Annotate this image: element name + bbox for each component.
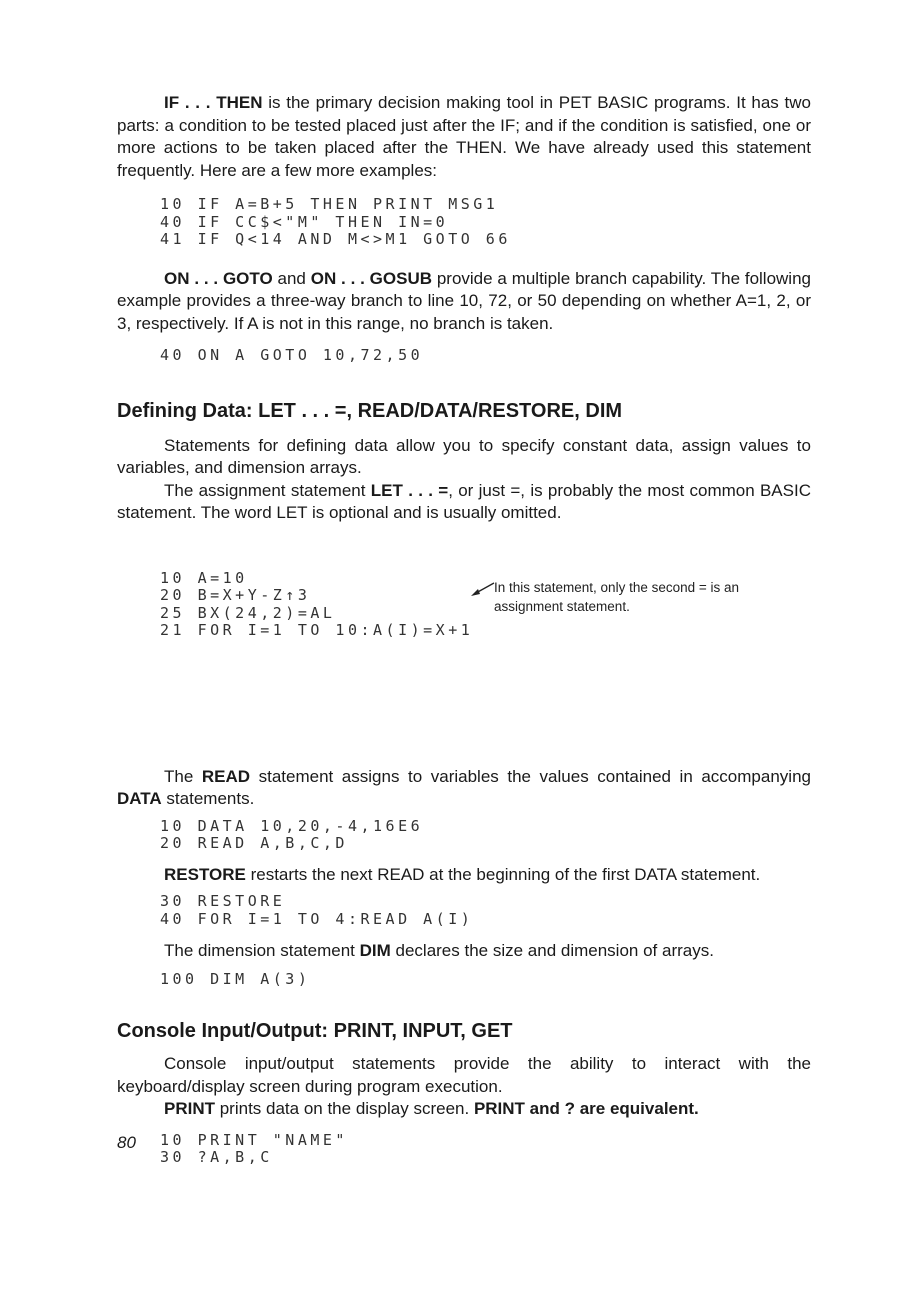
code-block — [160, 1132, 811, 1167]
keyword: DIM — [359, 941, 391, 960]
page-body — [117, 92, 811, 1167]
code-line: 40 ON A GOTO 10,72,50 — [160, 346, 424, 364]
keyword: PRINT and ? are equivalent. — [473, 1099, 699, 1118]
code-line: 10 PRINT "NAME" — [160, 1130, 348, 1149]
section-heading: Console Input/Output: PRINT, INPUT, GET — [117, 1020, 513, 1042]
paragraph-restore — [117, 864, 811, 887]
paragraph-dim — [117, 940, 811, 963]
keyword: DATA — [117, 789, 162, 808]
code-block — [160, 196, 811, 249]
keyword: LET . . . = — [370, 480, 449, 500]
code-block — [160, 818, 811, 853]
keyword: ON . . . GOTO — [164, 268, 273, 288]
text: , or just =, is probably the most common BASIC statement. The word LET is optional and is usually omitted. — [117, 480, 811, 522]
keyword: RESTORE — [164, 864, 246, 884]
text: Console input/output statements provide the ability to interact with the keyboard/display screen during program execution. — [117, 1054, 811, 1096]
paragraph-read — [117, 766, 811, 811]
code-line: 20 B=X+Y-Z↑3 — [160, 586, 311, 604]
paragraph-on-goto — [117, 268, 811, 336]
code-line: 40 IF CC$<"M" THEN IN=0 — [160, 212, 449, 231]
note-line: In this statement, only the second = is an — [494, 579, 740, 595]
text: restarts the next READ at the beginning of the first DATA statement. — [245, 864, 761, 884]
text: provide a multiple branch capability. The following example provides a three-way branch to line 10, 72, or 50 depending on whether A=1, 2, or 3, respectively. If A is not in this range, no branch is taken. — [117, 268, 811, 333]
keyword: IF . . . THEN — [164, 93, 263, 112]
text: is the primary decision making tool in PET BASIC programs. It has two parts: a condition to be tested placed just after the IF; and if the condition is satisfied, one or more actions to be taken placed after the THEN. We have already used this statement frequently. Here are a few more examples: — [117, 93, 811, 180]
code-line: 10 A=10 — [160, 568, 248, 587]
keyword: ON . . . GOSUB — [310, 268, 433, 288]
code-line: 41 IF Q<14 AND M<>M1 GOTO 66 — [160, 230, 511, 248]
paragraph-print — [117, 1098, 811, 1121]
code-line: 30 ?A,B,C — [160, 1148, 273, 1166]
text: The dimension statement — [164, 941, 360, 960]
annotation-note — [494, 578, 739, 616]
paragraph-if-then — [117, 92, 811, 182]
code-block — [160, 347, 811, 365]
code-line: 20 READ A,B,C,D — [160, 834, 348, 852]
text: statement assigns to variables the values contained in accompanying — [250, 766, 811, 786]
text: The — [164, 766, 202, 786]
paragraph — [117, 1053, 811, 1098]
code-line: 100 DIM A(3) — [160, 969, 311, 988]
code-block — [160, 893, 811, 928]
text: prints data on the display screen. — [215, 1099, 474, 1118]
text: and — [272, 268, 311, 288]
page-number: 80 — [117, 1133, 136, 1152]
code-block — [160, 971, 811, 989]
text: statements. — [161, 789, 255, 808]
code-line: 10 IF A=B+5 THEN PRINT MSG1 — [160, 195, 499, 213]
annotation-arrow-icon — [470, 581, 496, 597]
text: Statements for defining data allow you to specify constant data, assign values to variables, and dimension arrays. — [117, 435, 811, 477]
paragraph — [117, 435, 811, 480]
note-line: assignment statement. — [494, 598, 630, 614]
code-line: 10 DATA 10,20,-4,16E6 — [160, 816, 424, 835]
code-line: 30 RESTORE — [160, 892, 286, 910]
code-line: 25 BX(24,2)=AL — [160, 603, 336, 622]
code-line: 40 FOR I=1 TO 4:READ A(I) — [160, 909, 474, 928]
code-block — [160, 535, 811, 710]
keyword: PRINT — [164, 1099, 215, 1118]
code-line: 21 FOR I=1 TO 10:A(I)=X+1 — [160, 621, 474, 639]
text: The assignment statement — [164, 480, 371, 500]
section-heading: Defining Data: LET . . . =, READ/DATA/RESTORE, DIM — [117, 399, 623, 422]
paragraph-let — [117, 480, 811, 525]
keyword: READ — [201, 766, 251, 786]
text: declares the size and dimension of arrays. — [390, 941, 714, 960]
